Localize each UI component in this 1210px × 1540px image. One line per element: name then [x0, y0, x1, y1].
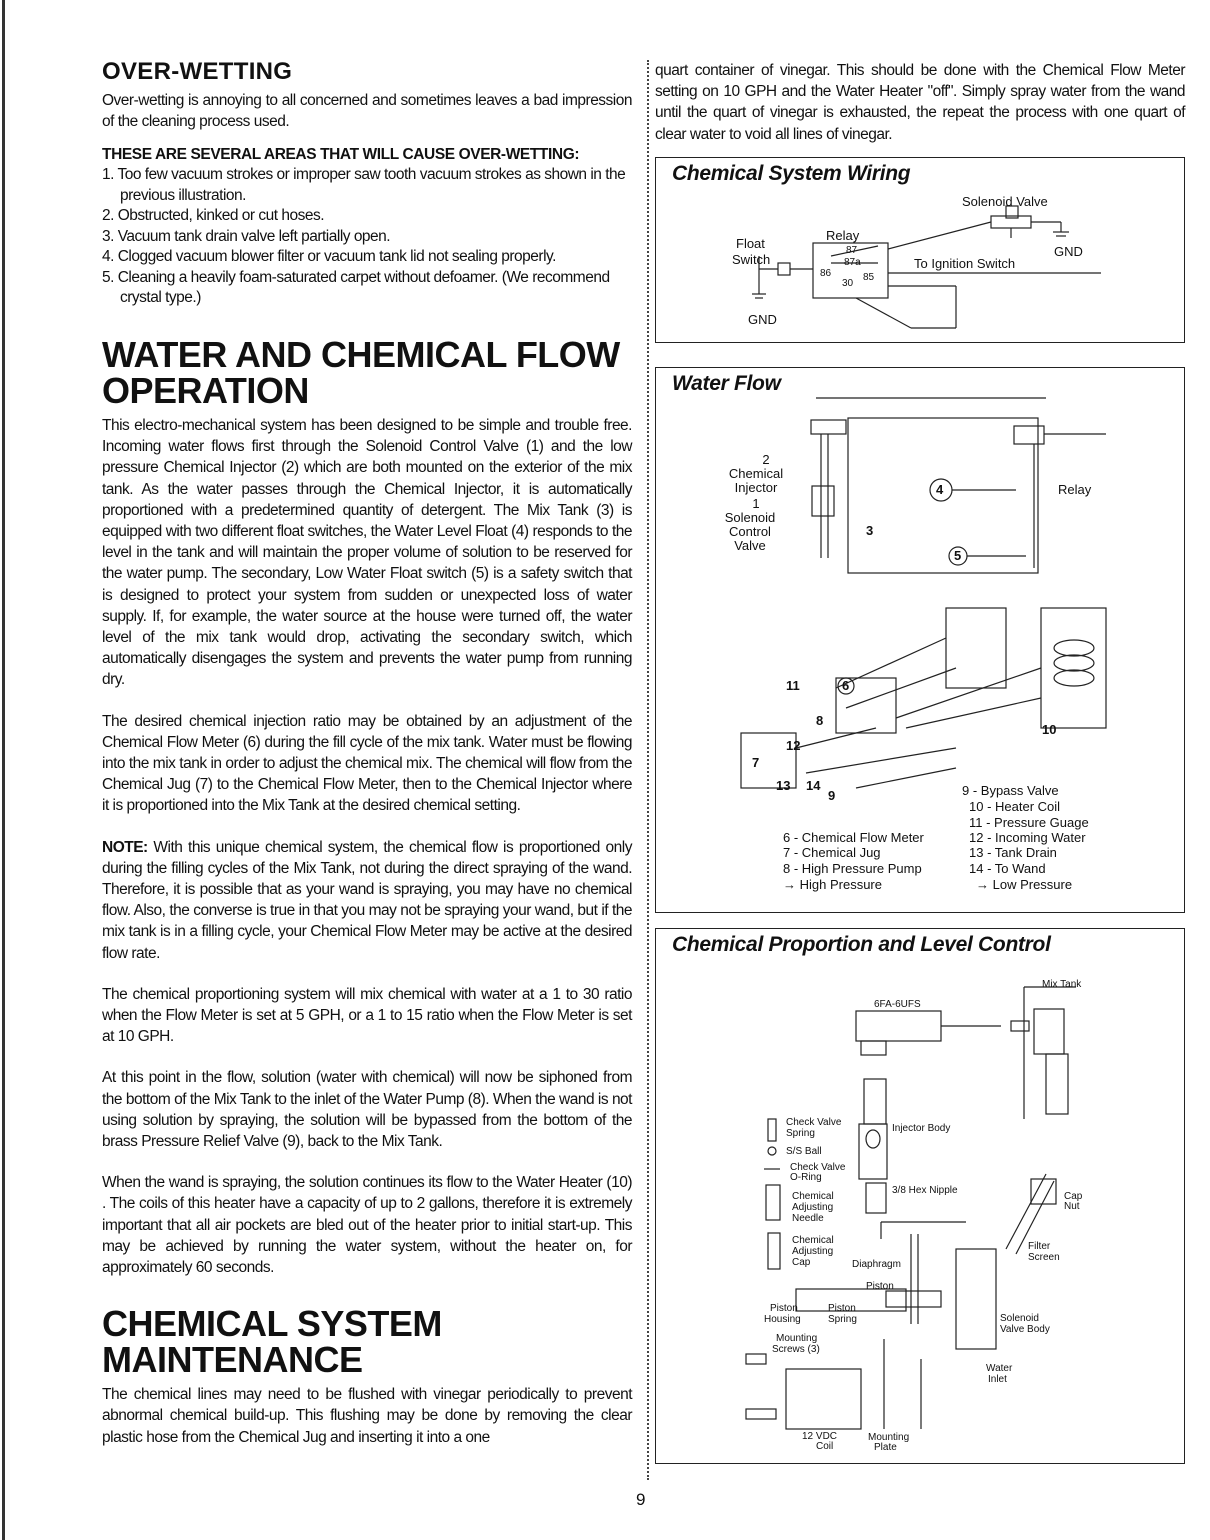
note-label: NOTE:	[102, 838, 148, 856]
callout-6: 6	[842, 678, 850, 693]
ignition-label: To Ignition Switch	[914, 256, 1016, 271]
hex-nipple-label: 3/8 Hex Nipple	[892, 1185, 958, 1196]
solenoid-num: 1	[752, 496, 760, 511]
relay-label: Relay	[826, 228, 860, 243]
callout-14: 14	[806, 778, 821, 793]
over-wetting-intro: Over-wetting is annoying to all concerned and sometimes leaves a bad impression of the cleaning process used.	[102, 92, 632, 131]
float-label: Float	[736, 236, 765, 251]
water-chemical-note	[102, 837, 632, 964]
check-valve-oring-1: Check Valve	[790, 1162, 846, 1173]
chem-cap-1: Chemical	[792, 1235, 834, 1246]
water-inlet-2: Inlet	[988, 1374, 1007, 1385]
solenoid-body-1: Solenoid	[1000, 1313, 1039, 1324]
plate-2: Plate	[874, 1442, 897, 1453]
mounting-screws-1: Mounting	[776, 1333, 818, 1344]
pin-87a: 87a	[844, 257, 861, 268]
legend-left-4: → High Pressure	[783, 877, 882, 892]
wiring-title: Chemical System Wiring	[672, 162, 911, 185]
water-chemical-p6: When the wand is spraying, the solution continues its flow to the Water Heater (10) . The coils of this heater have a capacity of up to 2 gallons, therefore it is extremely important that all air pockets are bled out of the heater prior to initial start-up. This may be achieved by running the water system, without the heater on, for approximately 60 seconds.	[102, 1174, 632, 1277]
water-flow-box	[655, 367, 1185, 913]
cap-nut-2: Nut	[1064, 1201, 1080, 1212]
legend-right-1: 9 - Bypass Valve	[962, 783, 1059, 798]
pin-85: 85	[863, 272, 875, 283]
legend-right-6: 14 - To Wand	[969, 861, 1046, 876]
legend-right-7: → Low Pressure	[976, 877, 1073, 892]
maintenance-heading: CHEMICAL SYSTEM MAINTENANCE	[102, 1303, 442, 1381]
left-column	[102, 58, 632, 1448]
low-float-num: 5	[954, 548, 962, 563]
chem-injector-num: 2	[762, 452, 770, 467]
water-chemical-p1: This electro-mechanical system has been designed to be simple and trouble free. Incoming water flows first through the Solenoid Control Valve (1) and the low pressure Chemical Injector (2) which are both mounted on the exterior of the mix tank. As the water passes through the Chemical Injector, it is automatically proportioned with a predetermined quantity of detergent. The Mix Tank (3) is equipped with two different float switches, the Water Level Float (4) responds to the level in the tank and will maintain the proper volume of solution to be reserved for the water pump. The secondary, Low Water Float switch (5) is a safety switch that is designed to protect your system from sudden or unexpected loss of water supply. If, for example, the water source at the house were turned off, the water level of the mix tank would drop, activating the secondary switch, which automatically disengages the system and prevents the water pump from running dry.	[102, 416, 632, 689]
water-inlet-1: Water	[986, 1363, 1013, 1374]
callout-9: 9	[828, 788, 836, 803]
check-valve-spring-2: Spring	[786, 1128, 815, 1139]
legend-right-2: 10 - Heater Coil	[969, 799, 1061, 814]
mounting-screws-2: Screws (3)	[772, 1344, 820, 1355]
water-chemical-p5: At this point in the flow, solution (water with chemical) will now be siphoned from the bottom of the Mix Tank to the inlet of the Water Pump (8). When the wand is not using solution by spraying, the solution will be bypassed from the bottom of the brass Pressure Relief Valve (9), back to the Mix Tank.	[102, 1069, 632, 1150]
gnd-right-label: GND	[1054, 244, 1083, 259]
right-column	[655, 60, 1185, 145]
legend-right-4: 12 - Incoming Water	[969, 830, 1086, 845]
solenoid-label-2: Control	[729, 524, 771, 539]
chem-cap-3: Cap	[792, 1257, 811, 1268]
list-item: 5. Cleaning a heavily foam-saturated carpet without defoamer. (We recommend crystal type.)	[102, 268, 610, 307]
coil-1: 12 VDC	[802, 1431, 838, 1442]
maintenance-p1: The chemical lines may need to be flushed with vinegar periodically to prevent abnormal chemical build-up. This flushing may be done by removing the clear plastic hose from the Chemical Jug and inserting it into a one	[102, 1386, 632, 1446]
legend-right-3: 11 - Pressure Guage	[969, 815, 1089, 830]
chem-cap-2: Adjusting	[792, 1246, 834, 1257]
diaphragm-label: Diaphragm	[852, 1259, 901, 1270]
legend-left-3: 8 - High Pressure Pump	[783, 861, 922, 876]
page-number: 9	[636, 1490, 646, 1509]
piston-housing-2: Housing	[764, 1314, 801, 1325]
chem-injector-label-2: Injector	[734, 480, 778, 495]
pin-86: 86	[820, 268, 832, 279]
relay-label: Relay	[1058, 482, 1092, 497]
list-item: 2. Obstructed, kinked or cut hoses.	[102, 207, 325, 225]
callout-7: 7	[752, 755, 760, 770]
over-wetting-heading: OVER-WETTING	[102, 58, 293, 85]
over-wetting-list	[102, 165, 632, 309]
float-switch-symbol	[778, 263, 790, 275]
callout-8: 8	[816, 713, 824, 728]
solenoid-body-2: Valve Body	[1000, 1324, 1050, 1335]
chem-needle-2: Adjusting	[792, 1202, 834, 1213]
chem-needle-1: Chemical	[792, 1191, 834, 1202]
piston-housing-1: Piston	[770, 1303, 798, 1314]
list-item: 1. Too few vacuum strokes or improper saw tooth vacuum strokes as shown in the previous illustration.	[102, 166, 626, 204]
callout-12: 12	[786, 738, 801, 753]
tank-num: 3	[866, 523, 874, 538]
list-item: 3. Vacuum tank drain valve left partially open.	[102, 227, 391, 245]
float-num: 4	[936, 482, 944, 497]
heater-shape	[1041, 608, 1106, 728]
flow-meter-shape	[856, 1011, 941, 1041]
list-item: 4. Clogged vacuum blower filter or vacuum tank lid not sealing properly.	[102, 248, 556, 266]
callout-11: 11	[786, 678, 800, 693]
solenoid-valve-label: Solenoid Valve	[962, 194, 1048, 209]
continuation-text: quart container of vinegar. This should be done with the Chemical Flow Meter setting on 10 GPH and the Water Heater "off". Simply spray water from the wand until the quart of vinegar is exhausted, the repeat the process with one quart of clear water to void all lines of vinegar.	[655, 62, 1185, 143]
pin-30: 30	[842, 278, 854, 289]
chem-injector-label-1: Chemical	[728, 466, 784, 481]
solenoid-label-3: Valve	[734, 538, 766, 553]
solenoid-label-1: Solenoid	[724, 510, 776, 525]
water-flow-title: Water Flow	[672, 372, 781, 395]
callout-13: 13	[776, 778, 791, 793]
injector-body-label: Injector Body	[892, 1123, 951, 1134]
legend-left-1: 6 - Chemical Flow Meter	[783, 830, 924, 845]
piston-spring-1: Piston	[828, 1303, 856, 1314]
legend-left-2: 7 - Chemical Jug	[783, 845, 881, 860]
solenoid-body-shape	[956, 1249, 996, 1349]
injector-body-shape	[859, 1124, 887, 1179]
callout-10: 10	[1042, 722, 1057, 737]
gnd-left-label: GND	[748, 312, 777, 327]
switch-label: Switch	[732, 252, 771, 267]
proportion-title: Chemical Proportion and Level Control	[672, 933, 1051, 956]
water-chemical-p2: The desired chemical injection ratio may be obtained by an adjustment of the Chemical Flow Meter (6) during the fill cycle of the mix tank. Water must be flowing into the mix tank in order to adjust the chemical mix. The chemical will flow from the Chemical Jug (7) to the Chemical Flow Meter, then to the Chemical Injector where it is proportioned into the Mix Tank at the desired chemical setting.	[102, 712, 632, 815]
check-valve-oring-2: O-Ring	[790, 1172, 822, 1183]
mix-tank-label: Mix Tank	[1042, 979, 1082, 990]
filter-1: Filter	[1028, 1241, 1051, 1252]
chem-needle-3: Needle	[792, 1213, 824, 1224]
check-valve-spring-1: Check Valve	[786, 1117, 842, 1128]
water-chemical-heading: WATER AND CHEMICAL FLOW OPERATION	[102, 333, 620, 411]
plate-1: Mounting	[868, 1432, 910, 1443]
piston-spring-2: Spring	[828, 1314, 857, 1325]
water-chemical-p4: The chemical proportioning system will mix chemical with water at a 1 to 30 ratio when the Flow Meter is set at 5 GPH, or a 1 to 15 ratio when the Flow Meter is set at 10 GPH.	[102, 985, 632, 1046]
column-divider	[647, 60, 649, 1480]
pin-87: 87	[846, 245, 858, 256]
flow-meter-label: 6FA-6UFS	[874, 999, 921, 1010]
coil-shape	[786, 1369, 861, 1429]
filter-2: Screen	[1028, 1252, 1060, 1263]
ss-ball-label: S/S Ball	[786, 1146, 822, 1157]
proportion-box	[655, 928, 1185, 1464]
coil-2: Coil	[816, 1441, 834, 1452]
legend-right-5: 13 - Tank Drain	[969, 845, 1057, 860]
wiring-diagram-box	[655, 157, 1185, 343]
page-edge	[2, 0, 5, 1540]
piston-label: Piston	[866, 1281, 894, 1292]
over-wetting-subheading: THESE ARE SEVERAL AREAS THAT WILL CAUSE OVER-WETTING:	[102, 146, 580, 164]
note-text: With this unique chemical system, the chemical flow is proportioned only during the filling cycles of the Mix Tank, not during the direct spraying of the wand. Therefore, it is possible that as your wand is spraying, you may have no chemical flow. Also, the converse is true in that you may not be spraying your wand, but if the mix tank is in a filling cycle, your Chemical Flow Meter may be active at the desired flow rate.	[102, 838, 632, 962]
cap-nut-1: Cap	[1064, 1191, 1083, 1202]
